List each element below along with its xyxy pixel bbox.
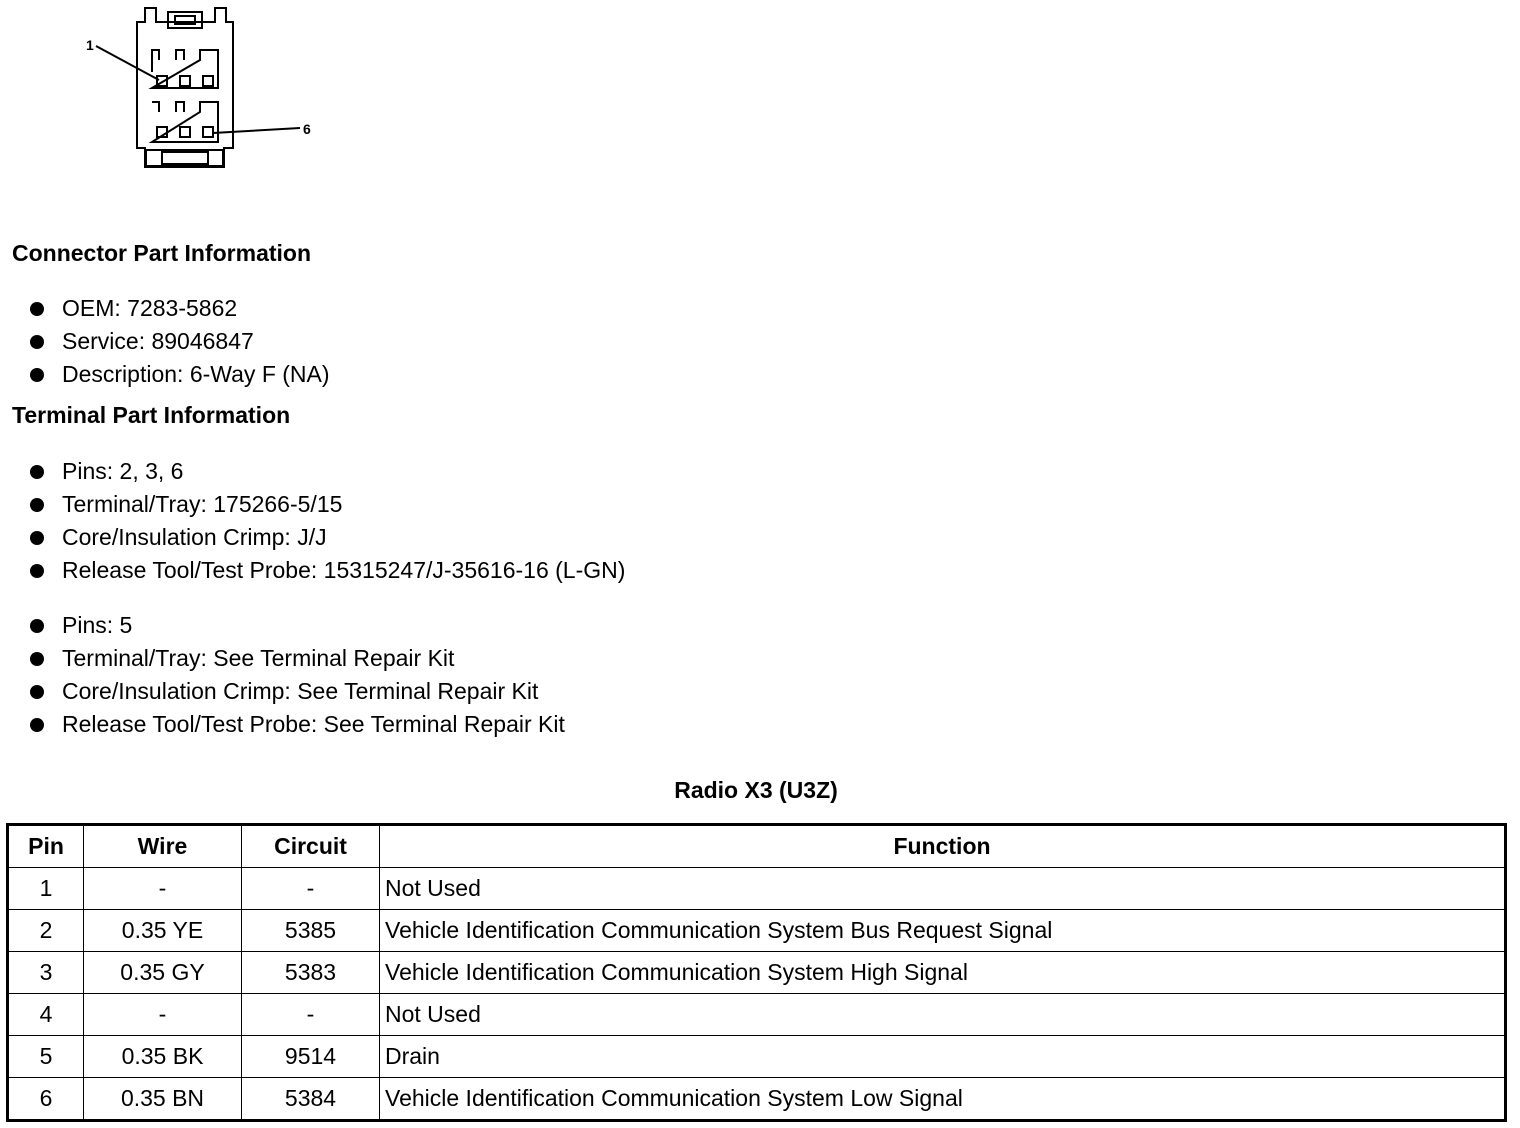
list-item-text: Pins: 5 (62, 612, 133, 638)
bullet-icon (30, 465, 44, 479)
table-header-row (8, 825, 1506, 868)
bullet-icon (30, 564, 44, 578)
list-item-text: Terminal/Tray: See Terminal Repair Kit (62, 645, 455, 671)
terminal-part-list-1 (28, 455, 625, 587)
list-item-text: Service: 89046847 (62, 328, 254, 354)
cell-pin: 6 (8, 1078, 84, 1121)
cell-function: Vehicle Identification Communication System Low Signal (380, 1078, 1506, 1121)
list-item-text: Description: 6-Way F (NA) (62, 361, 330, 387)
cell-function: Not Used (380, 868, 1506, 910)
cell-circuit: - (242, 868, 380, 910)
list-item-text: Release Tool/Test Probe: See Terminal Repair Kit (62, 711, 565, 737)
header-circuit: Circuit (242, 825, 380, 868)
bullet-icon (30, 652, 44, 666)
cell-circuit: 9514 (242, 1036, 380, 1078)
bullet-icon (30, 498, 44, 512)
terminal-part-heading: Terminal Part Information (12, 402, 291, 428)
cell-pin: 3 (8, 952, 84, 994)
list-item (28, 642, 565, 675)
cell-pin: 1 (8, 868, 84, 910)
cell-wire: 0.35 GY (84, 952, 242, 994)
cell-wire: 0.35 BK (84, 1036, 242, 1078)
cell-wire: - (84, 994, 242, 1036)
callout-pin-1: 1 (86, 37, 94, 53)
connector-diagram (80, 0, 340, 180)
list-item (28, 292, 330, 325)
list-item-text: Terminal/Tray: 175266-5/15 (62, 491, 343, 517)
table-row (8, 1036, 1506, 1078)
cell-wire: 0.35 YE (84, 910, 242, 952)
list-item (28, 609, 565, 642)
list-item (28, 554, 625, 587)
list-item (28, 708, 565, 741)
bullet-icon (30, 302, 44, 316)
pinout-table-title: Radio X3 (U3Z) (674, 777, 838, 803)
pinout-table (6, 823, 1507, 1122)
cell-circuit: 5384 (242, 1078, 380, 1121)
table-row (8, 952, 1506, 994)
header-wire: Wire (84, 825, 242, 868)
connector-part-heading: Connector Part Information (12, 240, 312, 266)
cell-circuit: 5385 (242, 910, 380, 952)
list-item (28, 325, 330, 358)
cell-circuit: 5383 (242, 952, 380, 994)
list-item-text: Core/Insulation Crimp: See Terminal Repair Kit (62, 678, 539, 704)
cell-wire: - (84, 868, 242, 910)
bullet-icon (30, 368, 44, 382)
list-item (28, 455, 625, 488)
table-row (8, 1078, 1506, 1121)
list-item (28, 358, 330, 391)
cell-wire: 0.35 BN (84, 1078, 242, 1121)
list-item-text: Pins: 2, 3, 6 (62, 458, 184, 484)
cell-function: Vehicle Identification Communication System High Signal (380, 952, 1506, 994)
terminal-part-list-2 (28, 609, 565, 741)
list-item (28, 675, 565, 708)
bullet-icon (30, 718, 44, 732)
cell-pin: 5 (8, 1036, 84, 1078)
list-item (28, 488, 625, 521)
cell-function: Drain (380, 1036, 1506, 1078)
cell-pin: 2 (8, 910, 84, 952)
list-item-text: OEM: 7283-5862 (62, 295, 238, 321)
table-row (8, 910, 1506, 952)
list-item-text: Core/Insulation Crimp: J/J (62, 524, 327, 550)
callout-pin-6: 6 (303, 121, 311, 137)
cell-function: Vehicle Identification Communication System Bus Request Signal (380, 910, 1506, 952)
header-pin: Pin (8, 825, 84, 868)
cell-pin: 4 (8, 994, 84, 1036)
table-row (8, 868, 1506, 910)
bullet-icon (30, 619, 44, 633)
list-item (28, 521, 625, 554)
bullet-icon (30, 531, 44, 545)
cell-circuit: - (242, 994, 380, 1036)
table-row (8, 994, 1506, 1036)
cell-function: Not Used (380, 994, 1506, 1036)
bullet-icon (30, 685, 44, 699)
bullet-icon (30, 335, 44, 349)
header-function: Function (380, 825, 1506, 868)
connector-part-list (28, 292, 330, 391)
list-item-text: Release Tool/Test Probe: 15315247/J-35616-16 (L-GN) (62, 557, 626, 583)
